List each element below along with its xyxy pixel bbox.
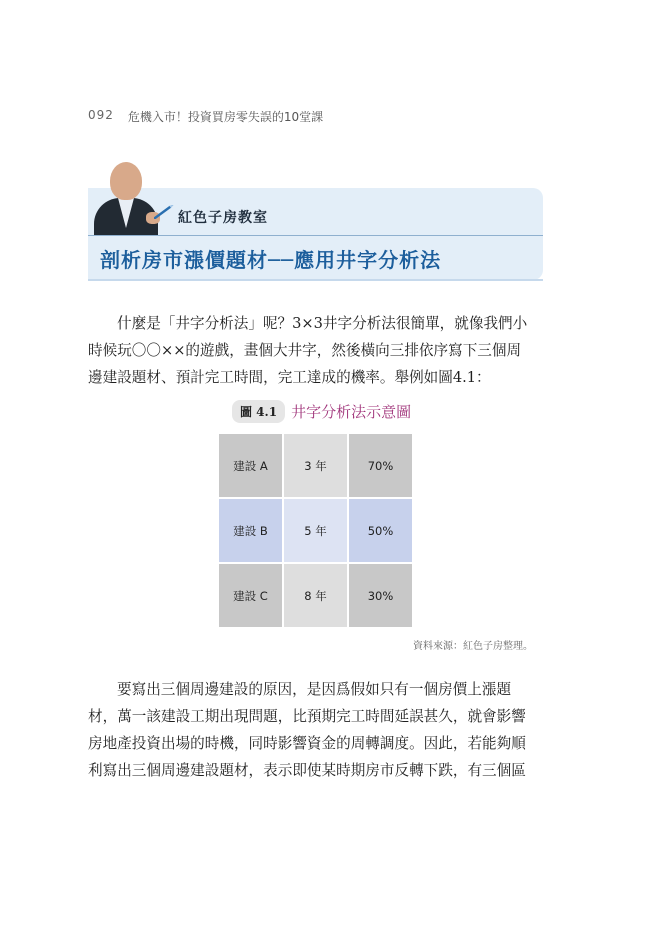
figure-source: 資料來源：紅色子房整理。 — [413, 641, 533, 652]
author-portrait — [88, 158, 166, 235]
banner-title: 剖析房市漲價題材──應用井字分析法 — [100, 248, 442, 272]
banner-kicker: 紅色子房教室 — [178, 210, 268, 226]
figure-label: 圖 4.1 — [232, 400, 285, 423]
grid-cell: 3 年 — [284, 434, 347, 497]
intro-paragraph — [88, 310, 546, 391]
paragraph-line: 時候玩〇〇××的遊戲，畫個大井字，然後橫向三排依序寫下三個周 — [88, 342, 522, 359]
paragraph-line: 什麼是「井字分析法」呢？3×3井字分析法很簡單，就像我們小 — [117, 315, 528, 332]
running-header — [88, 108, 323, 125]
book-title: 危機入市！投資買房零失誤的10堂課 — [127, 110, 324, 124]
paragraph-line: 利寫出三個周邊建設題材，表示即使某時期房市反轉下跌，有三個區 — [88, 762, 526, 779]
grid-cell: 70% — [349, 434, 412, 497]
figure-title: 井字分析法示意圖 — [291, 403, 412, 421]
grid-cell: 8 年 — [284, 564, 347, 627]
paragraph-line: 要寫出三個周邊建設的原因，是因爲假如只有一個房價上漲題 — [117, 681, 512, 698]
paragraph-line: 房地產投資出場的時機，同時影響資金的周轉調度。因此，若能夠順 — [88, 735, 526, 752]
grid-cell: 30% — [349, 564, 412, 627]
grid-cell: 建設 C — [219, 564, 282, 627]
figure-caption — [232, 400, 411, 423]
grid-cell: 5 年 — [284, 499, 347, 562]
pen-icon — [154, 205, 174, 219]
grid-cell: 50% — [349, 499, 412, 562]
banner-divider — [88, 235, 543, 236]
body-paragraph — [88, 676, 546, 784]
grid-cell: 建設 B — [219, 499, 282, 562]
page-number: 092 — [88, 108, 114, 122]
grid-cell: 建設 A — [219, 434, 282, 497]
banner-bottom-border — [88, 279, 543, 281]
tic-tac-toe-grid — [219, 434, 412, 627]
paragraph-line: 材，萬一該建設工期出現問題，比預期完工時間延誤甚久，就會影響 — [88, 708, 526, 725]
paragraph-line: 邊建設題材、預計完工時間，完工達成的機率。舉例如圖4.1： — [88, 369, 491, 386]
